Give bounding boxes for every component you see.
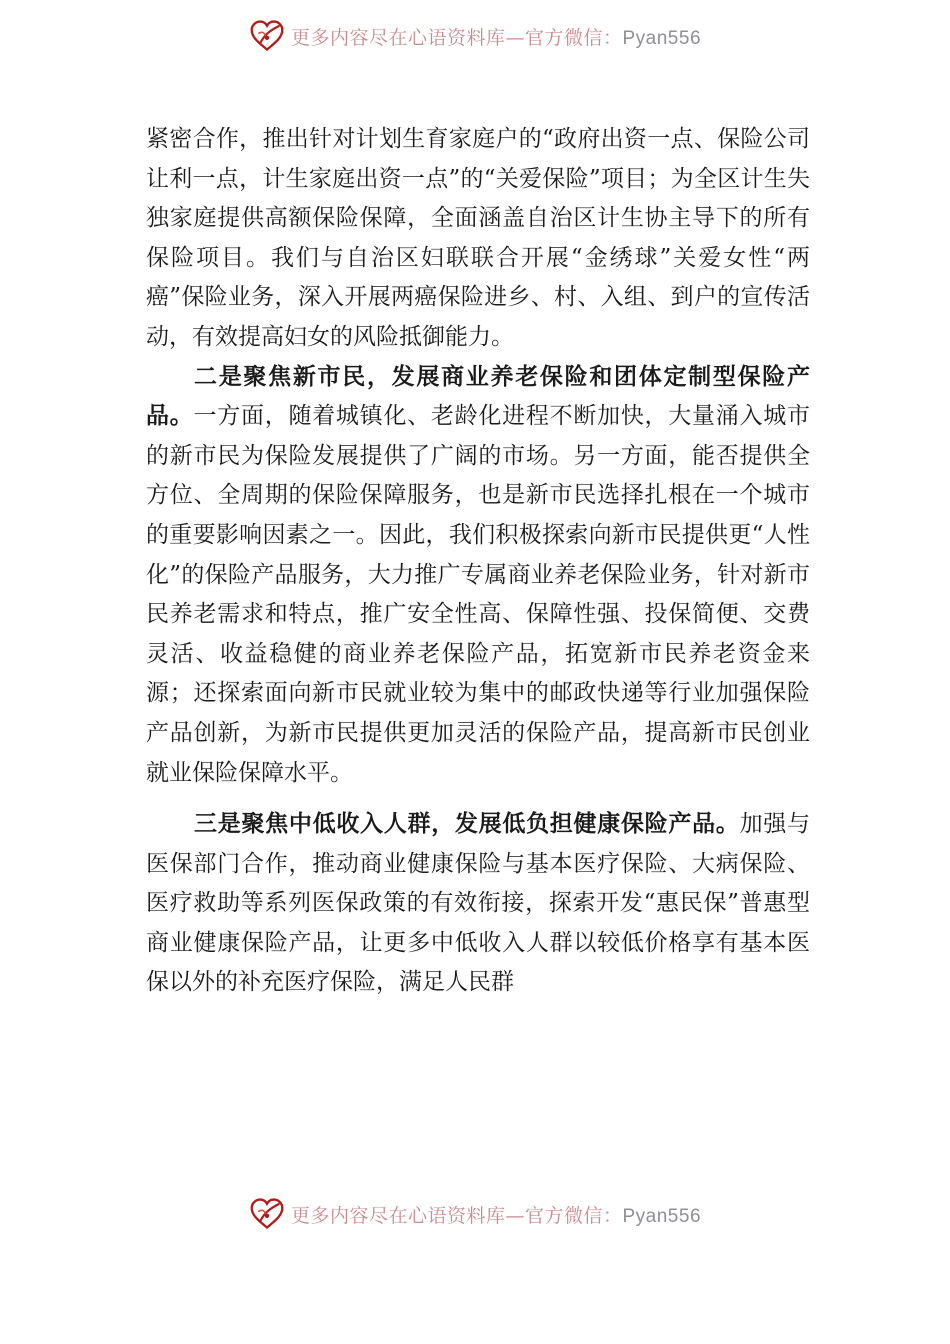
header-wechat-id: Pyan556 xyxy=(622,27,702,49)
footer-banner-text: 更多内容尽在心语资料库—官方微信：Pyan556 xyxy=(290,1204,702,1227)
paragraph-1: 紧密合作，推出针对计划生育家庭户的“政府出资一点、保险公司让利一点，计生家庭出资一点”的“关爱保险”项目；为全区计生失独家庭提供高额保险保障，全面涵盖自治区计生协主导下的所有保险项目。我们与自治区妇联联合开展“金绣球”关爱女性“两癌”保险业务，深入开展两癌保险进乡、村、入组、到户的宣传活动，有效提高妇女的风险抵御能力。 xyxy=(146,126,810,350)
document-body xyxy=(146,120,810,1003)
footer-wechat-id: Pyan556 xyxy=(622,1205,702,1227)
footer-banner xyxy=(0,1192,950,1236)
paragraph-3 xyxy=(146,805,810,1003)
paragraph-2-text: 一方面，随着城镇化、老龄化进程不断加快，大量涌入城市的新市民为保险发展提供了广阔的市场。另一方面，能否提供全方位、全周期的保险保障服务，也是新市民选择扎根在一个城市的重要影响因素之一。因此，我们积极探索向新市民提供更“人性化”的保险产品服务，大力推广专属商业养老保险业务，针对新市民养老需求和特点，推广安全性高、保障性强、投保简便、交费灵活、收益稳健的商业养老保险产品，拓宽新市民养老资金来源；还探索面向新市民就业较为集中的邮政快递等行业加强保险产品创新，为新市民提供更加灵活的保险产品，提高新市民创业就业保险保障水平。 xyxy=(146,403,811,786)
paragraph-3-text: 加强与医保部门合作，推动商业健康保险与基本医疗保险、大病保险、医疗救助等系列医保政策的有效衔接，探索开发“惠民保”普惠型商业健康保险产品，让更多中低收入人群以较低价格享有基本医保以外的补充医疗保险，满足人民群 xyxy=(146,811,811,996)
paragraph-2 xyxy=(146,358,810,794)
paragraph-2-lead: 二是聚焦新市民，发展商业养老保险和团体定制型保险产品。 xyxy=(146,363,810,430)
heart-logo-icon xyxy=(249,1196,285,1232)
heart-logo-icon xyxy=(249,18,285,54)
header-banner xyxy=(0,14,950,58)
header-banner-text: 更多内容尽在心语资料库—官方微信：Pyan556 xyxy=(290,26,702,49)
paragraph-3-lead: 三是聚焦中低收入人群，发展低负担健康保险产品。 xyxy=(194,811,740,838)
